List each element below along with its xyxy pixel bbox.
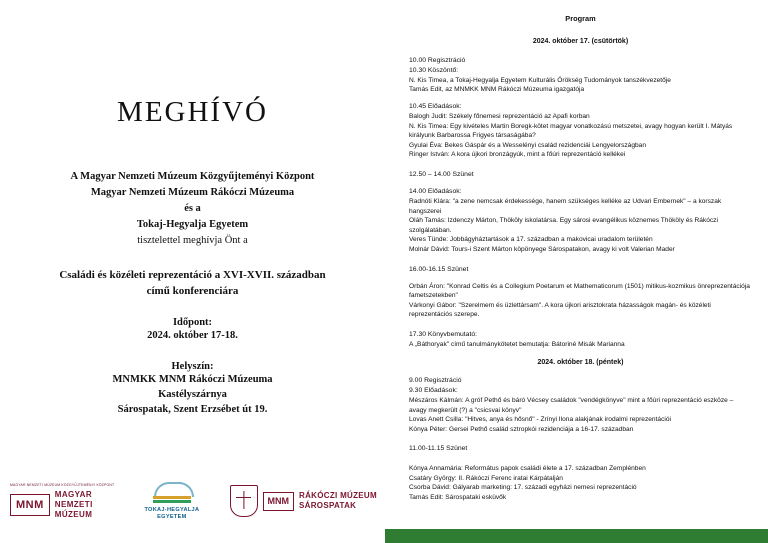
day1-block-6 xyxy=(409,265,752,275)
session-time-heading: 9.00 Regisztráció xyxy=(409,376,462,384)
day2-block-3 xyxy=(409,444,752,454)
conference-title-line-1: Családi és közéleti reprezentáció a XVI-XVII. században xyxy=(59,269,326,281)
session-break-heading: 11.00-11.15 Szünet xyxy=(409,445,468,453)
program-item: Ringer István: A kora újkori bronzágyúk, mint a főúri reprezentáció kellékei xyxy=(409,151,626,159)
day1-block-7 xyxy=(409,282,752,320)
program-heading: Program xyxy=(565,14,596,23)
invite-phrase: tisztelettel meghívja Önt a xyxy=(137,235,248,246)
book-launch-heading: 17.30 Könyvbemutató: xyxy=(409,330,478,338)
program-item: Gyulai Éva: Bekes Gáspár és a Wesselényi család rezidenciái Lengyelországban xyxy=(409,141,647,149)
program-item: Tamás Edit, az MNMKK MNM Rákóczi Múzeuma igazgatója xyxy=(409,86,585,94)
page-title: MEGHÍVÓ xyxy=(117,96,268,128)
program-item: A „Báthoryak" című tanulmánykötetet bemutatja: Bátoriné Misák Marianna xyxy=(409,340,625,348)
rakoczi-line-1: RÁKÓCZI MÚZEUM xyxy=(299,491,377,500)
program-item: Balogh Judit: Székely főnemesi reprezentáció az Apafi korban xyxy=(409,113,590,120)
session-time-heading: 14.00 Előadások: xyxy=(409,187,462,195)
crest-icon xyxy=(230,485,258,517)
mnm-badge-icon-2: MNM xyxy=(263,492,295,511)
invitation-body xyxy=(0,169,385,417)
conference-title-line-2: című konferenciára xyxy=(146,285,239,297)
program-item: Várkonyi Gábor: "Szerelmem és üzlettársam". A kora újkori arisztokrata házasságok magán- és közéleti reprezentációs szerepe. xyxy=(409,301,711,319)
program-item: Csorba Dávid: Gályarab marketing: 17. századi egyházi nemesi reprezentáció xyxy=(409,484,637,492)
organizer-line-3: és a xyxy=(184,203,201,214)
venue-line-3: Sárospatak, Szent Erzsébet út 19. xyxy=(117,404,268,415)
day2-block-2 xyxy=(409,386,752,434)
logo-tokaj-hegyalja-egyetem xyxy=(144,481,199,521)
session-break-heading: 16.00-16.15 Szünet xyxy=(409,265,469,273)
logo-mnm-kozgyujtemenyi xyxy=(10,483,114,520)
tokaj-line-2: EGYETEM xyxy=(157,514,187,520)
tokaj-line-1: TOKAJ-HEGYALJA xyxy=(144,507,200,513)
day1-block-8 xyxy=(409,330,752,350)
green-footer-bar xyxy=(385,529,768,543)
day1-block-2 xyxy=(409,66,752,95)
day1-header: 2024. október 17. (csütörtök) xyxy=(532,38,629,46)
session-time-heading: 10.45 Előadások: xyxy=(409,103,462,110)
program-item: Veres Tünde: Jobbágyháztartások a 17. században a makovicai uradalom területén xyxy=(409,236,653,244)
session-time-heading: 10.00 Regisztráció xyxy=(409,56,466,64)
mnm-wordmark xyxy=(55,490,93,520)
mnm-badge-icon: MNM xyxy=(10,494,50,516)
venue-label: Helyszín: xyxy=(171,361,214,372)
day2-block-1 xyxy=(409,376,752,386)
mnm-word-1: MAGYAR xyxy=(54,489,93,499)
program-item: Orbán Áron: "Konrad Celtis és a Collegium Poetarum et Mathematicorum (1501) mitikus-kozmikus önreprezentációja fametszetekben" xyxy=(409,282,750,300)
session-break-heading: 12.50 – 14.00 Szünet xyxy=(409,170,474,178)
program-panel xyxy=(385,0,768,543)
venue-line-2: Kastélyszárnya xyxy=(158,389,227,400)
day1-block-3 xyxy=(409,102,752,160)
date-label: Időpont: xyxy=(172,317,213,328)
day2-block-4 xyxy=(409,464,752,502)
logo-rakoczi-muzeum xyxy=(230,485,377,517)
organizer-line-1: A Magyar Nemzeti Múzeum Közgyűjteményi Központ xyxy=(70,171,315,182)
program-item: Mészáros Kálmán: A gróf Pethő és báró Vécsey családok "vendégkönyve" mint a főúri reprezentáció eszköze – avagy megkerült (?) a "csicsvai könyv" xyxy=(409,396,734,414)
organizer-line-4: Tokaj-Hegyalja Egyetem xyxy=(136,219,249,230)
day1-block-1 xyxy=(409,56,752,66)
mnm-word-3: MÚZEUM xyxy=(54,509,93,519)
rakoczi-line-2: SÁROSPATAK xyxy=(299,501,357,510)
organizer-line-2: Magyar Nemzeti Múzeum Rákóczi Múzeuma xyxy=(90,187,295,198)
program-item: Molnár Dávid: Tours-i Szent Márton köpönyege Sárospatakon, avagy ki volt Valerian Mader xyxy=(409,245,675,253)
day1-block-5 xyxy=(409,187,752,255)
session-time-heading: 9.30 Előadások: xyxy=(409,386,458,394)
tokaj-emblem-icon xyxy=(151,481,193,505)
date-value: 2024. október 17-18. xyxy=(147,330,238,341)
day2-header: 2024. október 18. (péntek) xyxy=(537,358,624,366)
program-item: N. Kis Timea: Egy kivételes Martin Boregk-kötet magyar vonatkozású metszetei, avagy hogyan került I. Mátyás királyunk Barbarossa Frigyes társaságába? xyxy=(409,122,733,140)
program-item: Csatáry György: II. Rákóczi Ferenc iratai Kárpátalján xyxy=(409,474,563,482)
session-time-heading: 10.30 Köszöntő: xyxy=(409,66,459,74)
program-item: N. Kis Timea, a Tokaj-Hegyalja Egyetem Kulturális Örökség Tudományok tanszékvezetője xyxy=(409,76,671,84)
mnm-word-2: NEMZETI xyxy=(54,499,93,509)
mnm-caption: MAGYAR NEMZETI MÚZEUM KÖZGYŰJTEMÉNYI KÖZPONT xyxy=(10,482,115,487)
program-item: Kónya Péter: Gersei Pethő család sztropkói rezidenciája a 16-17. században xyxy=(409,425,634,433)
program-item: Tamás Edit: Sárospataki esküvők xyxy=(409,494,507,502)
venue-line-1: MNMKK MNM Rákóczi Múzeuma xyxy=(112,374,273,385)
logo-strip xyxy=(0,481,385,521)
program-item: Kónya Annamária: Református papok családi élete a 17. században Zemplénben xyxy=(409,465,646,473)
day1-block-4 xyxy=(409,170,752,180)
program-item: Radnóti Klára: "a zene nemcsak érdekessége, hanem szükséges kelléke az Udvari Embernek" – a korszak hangszerei xyxy=(409,197,722,215)
program-item: Oláh Tamás: Izdenczy Márton, Thököly iskolatársa. Egy sárosi evangélikus köznemes Thököly és Rákóczi szolgálatában. xyxy=(409,217,718,234)
program-item: Lovas Anett Csilla: "Hitves, anya és hősnő" - Zrínyi Ilona alakjának irodalmi reprezentációi xyxy=(409,416,671,424)
